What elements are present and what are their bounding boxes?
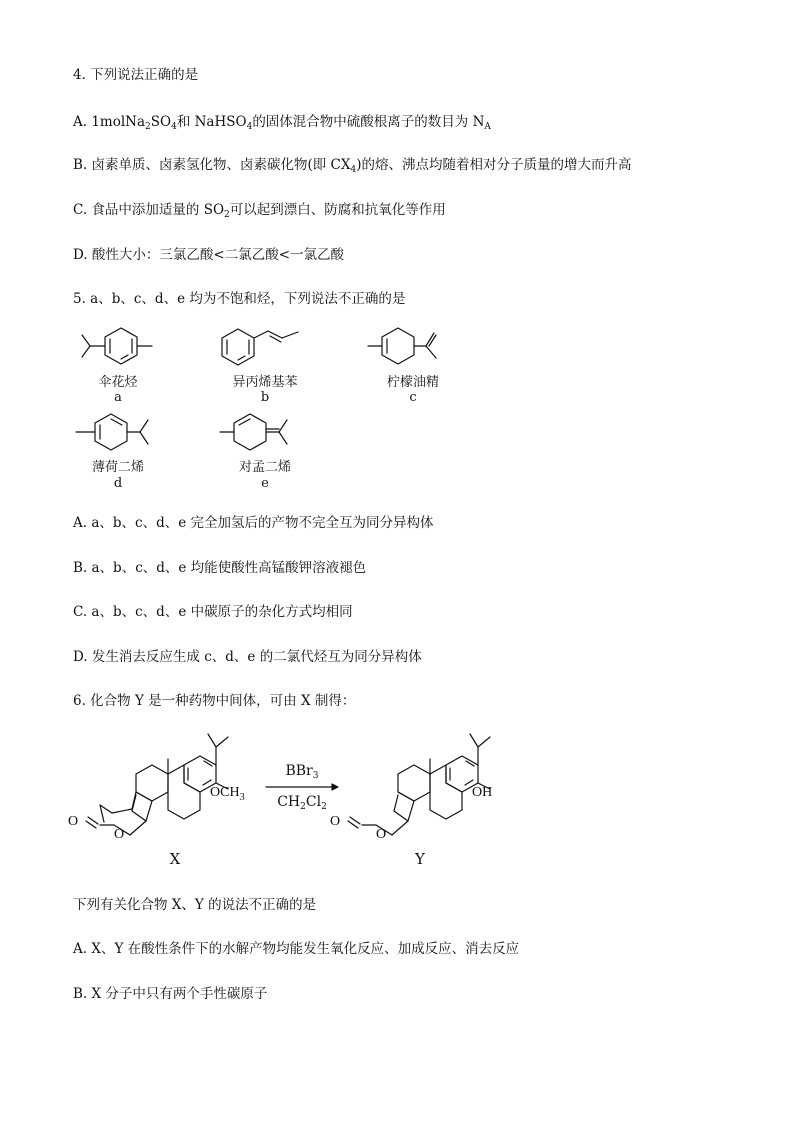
molecule-x-drawing — [60, 725, 280, 850]
x-ring-o: O — [114, 827, 125, 842]
structure-e-name: 对孟二烯 — [238, 460, 291, 475]
structure-b-name: 异丙烯基苯 — [232, 375, 298, 390]
structure-c-name: 柠檬油精 — [386, 375, 439, 390]
reagent-bottom: $CH_2Cl_2$ — [277, 794, 327, 812]
structure-e-drawing — [215, 408, 325, 458]
q6-option-a: A. X、Y 在酸性条件下的水解产物均能发生氧化反应、加成反应、消去反应 — [73, 941, 520, 957]
q5-option-b: B. a、b、c、d、e 均能使酸性高锰酸钾溶液褪色 — [73, 560, 367, 576]
structure-b-letter: b — [260, 390, 270, 405]
y-carbonyl-o: O — [330, 814, 341, 829]
q6-stem: 6. 化合物 Y 是一种药物中间体，可由 X 制得： — [73, 693, 356, 709]
structure-a-letter: a — [114, 390, 122, 405]
q5-option-a: A. a、b、c、d、e 完全加氢后的产物不完全互为同分异构体 — [73, 515, 434, 531]
reagent-top: BBr$_3$ — [285, 763, 319, 781]
q5-option-d: D. 发生消去反应生成 c、d、e 的二氯代烃互为同分异构体 — [73, 649, 422, 665]
q4-option-d: D. 酸性大小：三氯乙酸<二氯乙酸<一氯乙酸 — [73, 247, 345, 263]
q4-stem: 4. 下列说法正确的是 — [73, 67, 199, 83]
q4-option-b: B. 卤素单质、卤素氢化物、卤素碳化物(即 $CX_4$)的熔、沸点均随着相对分子质量的增大而升高 — [73, 157, 632, 175]
y-ring-o: O — [376, 827, 387, 842]
structure-b-drawing — [210, 322, 330, 372]
structure-e-letter: e — [261, 476, 269, 491]
x-carbonyl-o: O — [68, 814, 79, 829]
molecule-y-drawing — [322, 725, 522, 850]
label-x: X — [169, 850, 181, 868]
structure-d-letter: d — [113, 476, 123, 491]
structure-a-name: 伞花烃 — [98, 375, 138, 390]
label-y: Y — [415, 850, 425, 868]
q6-sub-stem: 下列有关化合物 X、Y 的说法不正确的是 — [73, 897, 317, 913]
q5-stem: 5. a、b、c、d、e 均为不饱和烃，下列说法不正确的是 — [73, 291, 406, 307]
structure-c-drawing — [360, 322, 470, 372]
q6-option-b: B. X 分子中只有两个手性碳原子 — [73, 986, 268, 1002]
structure-c-letter: c — [409, 390, 417, 405]
structure-d-name: 薄荷二烯 — [91, 460, 144, 475]
structure-a-drawing — [66, 322, 166, 372]
structure-d-drawing — [66, 408, 176, 458]
q4-option-c: C. 食品中添加适量的 $SO_2$可以起到漂白、防腐和抗氧化等作用 — [73, 202, 446, 220]
y-hydroxy-label: OH — [472, 785, 493, 800]
q4-option-a: A. $1molNa_2SO_4$和 NaHSO$_4$的固体混合物中硫酸根离子的数目为 $N_A$ — [73, 114, 491, 132]
x-methoxy-label: $OCH_3$ — [210, 785, 245, 803]
q5-option-c: C. a、b、c、d、e 中碳原子的杂化方式均相同 — [73, 604, 353, 620]
